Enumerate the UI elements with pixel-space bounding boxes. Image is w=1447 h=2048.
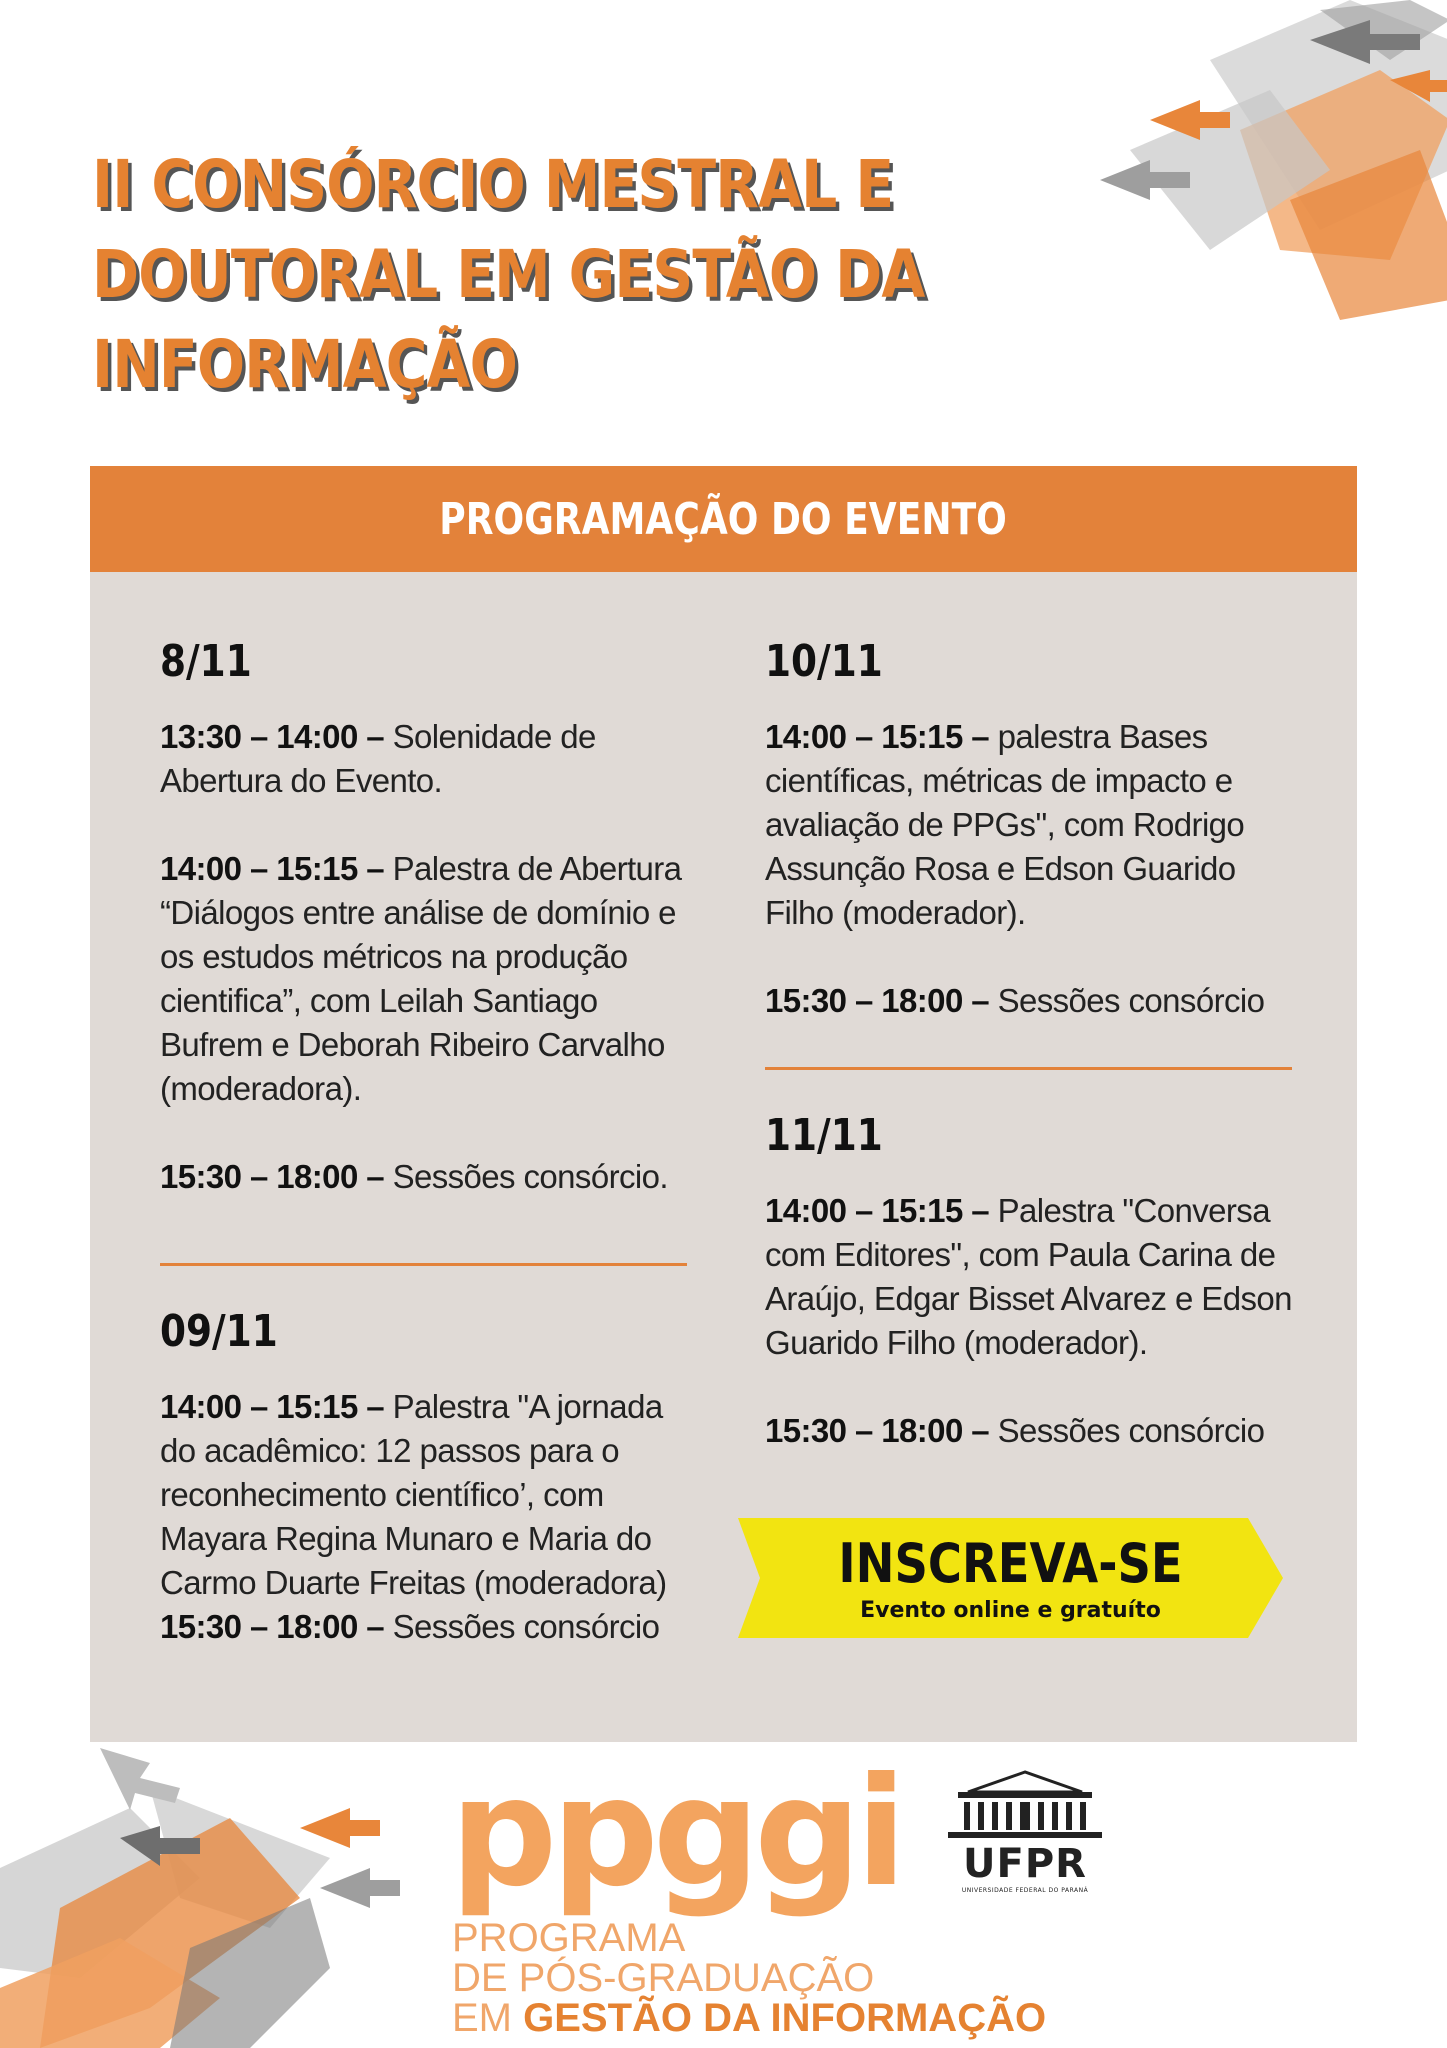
register-button[interactable] [738, 1518, 1283, 1638]
day-date: 8/11 [160, 636, 252, 687]
day-date: 11/11 [765, 1110, 883, 1161]
day-date: 10/11 [765, 636, 883, 687]
ufpr-name: UFPR [963, 1841, 1087, 1887]
event-title [92, 140, 935, 410]
ppggi-program-name: PROGRAMA DE PÓS-GRADUAÇÃO EM GESTÃO DA INFORMAÇÃO [452, 1916, 1047, 2040]
section-divider [765, 1067, 1292, 1070]
register-label: INSCREVA-SE [838, 1532, 1183, 1595]
schedule-entry: 14:00 – 15:15 – Palestra "A jornada do acadêmico: 12 passos para o reconhecimento científico’, com Mayara Regina Munaro e Maria do Carmo Duarte Freitas (moderadora) [160, 1388, 667, 1601]
schedule-entry: 15:30 – 18:00 – Sessões consórcio. [160, 1158, 668, 1195]
title-line-2: DOUTORAL EM GESTÃO DA [92, 236, 925, 313]
decorative-arrows-bottom [0, 1748, 420, 2048]
title-line-3: INFORMAÇÃO [92, 326, 518, 403]
schedule-entry: 14:00 – 15:15 – Palestra "Conversa com Editores", com Paula Carina de Araújo, Edgar Bisset Alvarez e Edson Guarido Filho (moderador). [765, 1192, 1292, 1361]
schedule-entry: 15:30 – 18:00 – Sessões consórcio [765, 982, 1265, 1019]
ppggi-logo: ppggi [450, 1746, 901, 1920]
register-sublabel: Evento online e gratuíto [860, 1598, 1161, 1623]
title-line-1: II CONSÓRCIO MESTRAL E [92, 146, 894, 223]
decorative-arrows-top [1090, 0, 1447, 360]
schedule-entry: 14:00 – 15:15 – Palestra de Abertura “Diálogos entre análise de domínio e os estudos métricos na produção cientifica”, com Leilah Santiago Bufrem e Deborah Ribeiro Carvalho (moderadora). [160, 850, 682, 1107]
section-divider [160, 1263, 687, 1266]
program-header [90, 466, 1357, 572]
schedule-entry: 15:30 – 18:00 – Sessões consórcio [765, 1412, 1265, 1449]
day-date: 09/11 [160, 1306, 278, 1357]
schedule-entry: 14:00 – 15:15 – palestra Bases científicas, métricas de impacto e avaliação de PPGs", com Rodrigo Assunção Rosa e Edson Guarido Filho (moderador). [765, 718, 1245, 931]
ufpr-fullname: UNIVERSIDADE FEDERAL DO PARANÁ [961, 1887, 1089, 1894]
schedule-entry: 15:30 – 18:00 – Sessões consórcio [160, 1608, 660, 1645]
schedule-column-right [765, 636, 1305, 1497]
ufpr-building-icon [938, 1770, 1112, 1840]
schedule-column-left [160, 636, 700, 1649]
ufpr-logo [938, 1770, 1112, 1894]
program-header-label: PROGRAMAÇÃO DO EVENTO [439, 493, 1008, 545]
schedule-entry: 13:30 – 14:00 – Solenidade de Abertura do Evento. [160, 718, 596, 799]
